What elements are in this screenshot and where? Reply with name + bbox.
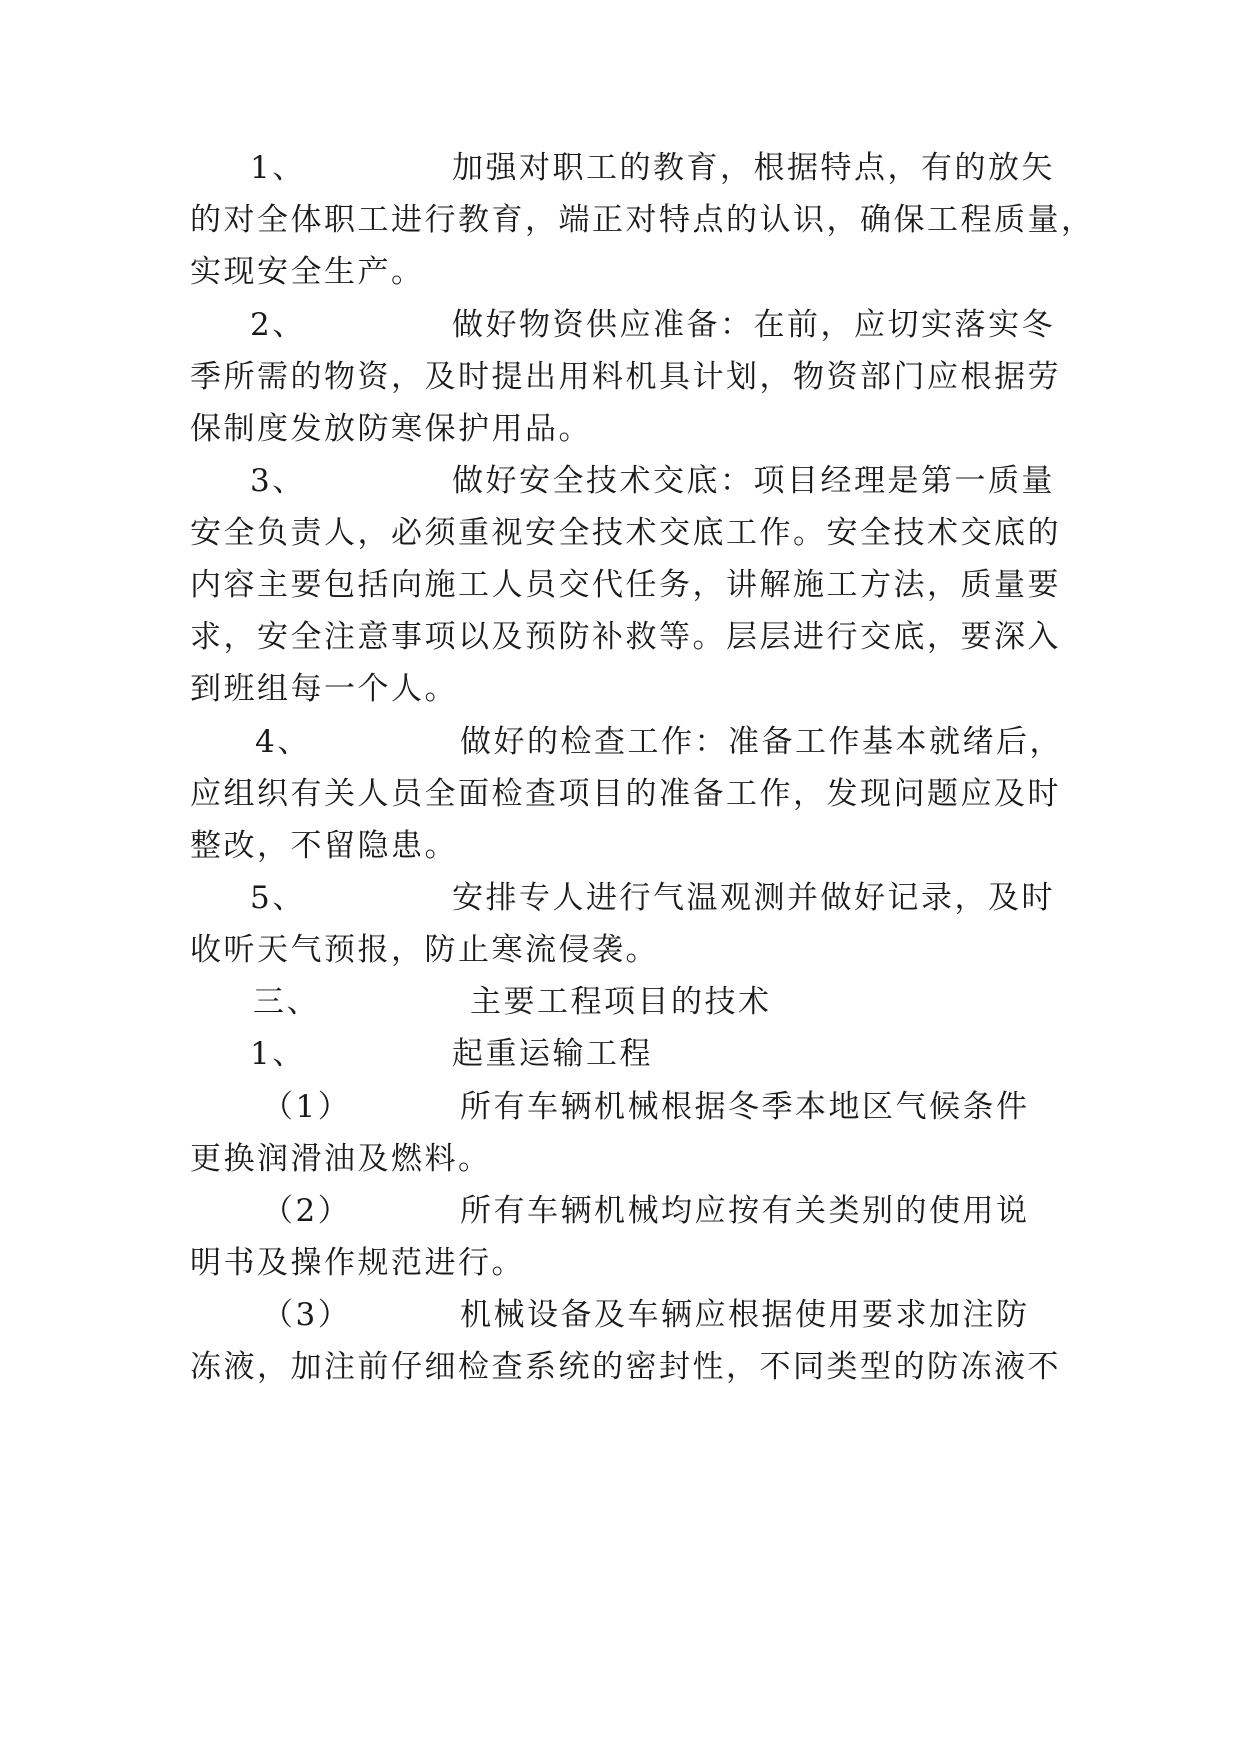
paragraph-number: 3、 [250, 463, 306, 499]
item-text: 所有车辆机械均应按有关类别的使用说 [460, 1193, 1030, 1229]
paragraph-5-line-2: 收听天气预报，防止寒流侵袭。 [190, 932, 659, 968]
item-text: 机械设备及车辆应根据使用要求加注防 [460, 1297, 1030, 1333]
paragraph-3-line-5: 到班组每一个人。 [190, 671, 458, 707]
paragraph-4-line-1 [190, 722, 1063, 762]
item-1-line-1 [190, 1087, 1050, 1127]
paragraph-1-line-3: 实现安全生产。 [190, 254, 425, 290]
item-text: 所有车辆机械根据冬季本地区气候条件 [460, 1089, 1030, 1125]
paragraph-4-line-3: 整改，不留隐患。 [190, 828, 458, 864]
paragraph-text: 做好安全技术交底：项目经理是第一质量 [452, 463, 1055, 499]
subsection-number: 1、 [250, 1036, 306, 1072]
paragraph-text: 做好物资供应准备：在前，应切实落实冬 [452, 307, 1055, 343]
paragraph-text: 做好的检查工作：准备工作基本就绪后， [460, 724, 1063, 760]
item-3-line-1 [190, 1295, 1050, 1335]
item-number: （3） [262, 1297, 352, 1333]
section-heading-3 [190, 982, 1050, 1022]
paragraph-text: 加强对职工的教育，根据特点，有的放矢 [452, 150, 1055, 186]
paragraph-4-line-2: 应组织有关人员全面检查项目的准备工作，发现问题应及时 [190, 776, 1061, 812]
paragraph-1-line-2: 的对全体职工进行教育，端正对特点的认识，确保工程质量， [190, 202, 1095, 238]
section-title: 主要工程项目的技术 [470, 984, 772, 1020]
paragraph-5-line-1 [190, 878, 1055, 918]
subsection-heading-1 [190, 1034, 1050, 1074]
subsection-title: 起重运输工程 [452, 1036, 653, 1072]
item-1-line-2: 更换润滑油及燃料。 [190, 1141, 492, 1177]
section-number: 三、 [253, 984, 320, 1020]
paragraph-3-line-2: 安全负责人，必须重视安全技术交底工作。安全技术交底的 [190, 515, 1061, 551]
item-2-line-2: 明书及操作规范进行。 [190, 1245, 525, 1281]
paragraph-3-line-4: 求，安全注意事项以及预防补救等。层层进行交底，要深入 [190, 619, 1061, 655]
paragraph-3-line-1 [190, 461, 1055, 501]
item-2-line-1 [190, 1191, 1050, 1231]
paragraph-2-line-3: 保制度发放防寒保护用品。 [190, 411, 592, 447]
paragraph-1-line-1 [190, 148, 1055, 188]
paragraph-number: 5、 [250, 880, 306, 916]
paragraph-2-line-1 [190, 305, 1055, 345]
paragraph-number: 2、 [250, 307, 306, 343]
item-number: （1） [262, 1089, 352, 1125]
paragraph-3-line-3: 内容主要包括向施工人员交代任务，讲解施工方法，质量要 [190, 567, 1061, 603]
paragraph-number: 1、 [250, 150, 306, 186]
paragraph-text: 安排专人进行气温观测并做好记录，及时 [452, 880, 1055, 916]
paragraph-2-line-2: 季所需的物资，及时提出用料机具计划，物资部门应根据劳 [190, 359, 1061, 395]
paragraph-number: 4、 [255, 724, 311, 760]
item-3-line-2: 冻液，加注前仔细检查系统的密封性，不同类型的防冻液不 [190, 1349, 1061, 1385]
item-number: （2） [262, 1193, 352, 1229]
